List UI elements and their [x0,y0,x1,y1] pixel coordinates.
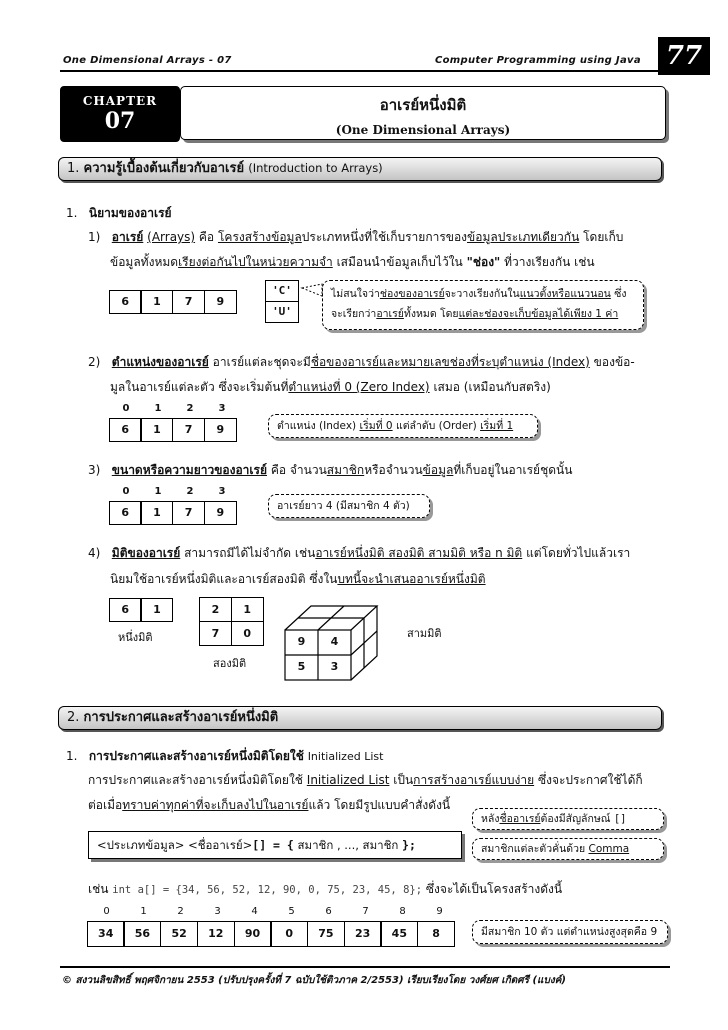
syntax-name: <ชื่ออาเรย์> [188,838,253,852]
index-label: 0 [122,403,130,414]
text: มูลในอาเรย์แต่ละตัว ซึ่งจะเริ่มต้นที่ [110,380,289,394]
text: แต่ลำดับ (Order) [395,420,477,432]
term-array-dimension: มิติของอาเรย์ [111,546,181,560]
index-row [110,403,242,417]
section-2-para-line-1 [88,772,643,788]
text-underlined: ชื่อของอาเรย์และหมายเลขช่องที่ระบุตำแหน่ง (Index) [310,355,590,369]
array-position-example [110,418,237,442]
text-underlined: บทนี้จะนำเสนออาเรย์หนึ่งมิติ [337,572,486,586]
array-cell: 90 [234,921,272,947]
item-1-line-2 [110,254,595,270]
term-arrays: อาเรย์ [111,230,144,244]
text: ที่วางเรียงกัน เช่น [504,255,595,269]
array-cell: 12 [197,921,235,947]
text: ประเภทหนึ่งที่ใช้เก็บรายการของ [301,230,468,244]
text: อาเรย์แต่ละชุดจะมี [212,355,311,369]
text-underlined: เริ่มที่ 0 [359,420,393,432]
text: เป็น [393,773,414,787]
item-4-line-2 [110,571,486,587]
text-underlined: Comma [588,843,630,855]
text-underlined: แต่ละช่องจะเก็บข้อมูลได้เพียง 1 ค่า [458,308,619,320]
array-cell: 8 [417,921,455,947]
text: โดยเก็บ [583,230,624,244]
two-dimensional-array [199,597,264,646]
text: คือ จำนวน [270,463,327,477]
text-underlined: เริ่มที่ 1 [480,420,514,432]
callout-index-order [268,414,538,438]
text: สมาชิกแต่ละตัวคั่นด้วย [481,843,586,855]
array-cell: 5 [297,660,306,673]
text-underlined: เรียงต่อกันไปในหน่วยความจำ [178,255,333,269]
section-1-title-en: (Introduction to Arrays) [248,161,383,175]
array-cell: 6 [109,598,142,622]
item-number: 2) [88,355,101,369]
index-label: 6 [325,906,332,917]
index-label: 2 [186,403,194,414]
one-dimensional-array [110,598,173,622]
text-underlined: อาเรย์ [376,308,404,320]
array-cell: 1 [140,598,173,622]
text: ต่อเมื่อ [88,798,123,812]
subsection-2-1 [66,748,383,765]
term-array-position: ตำแหน่งของอาเรย์ [111,355,209,369]
text: แล้ว โดยมีรูปแบบคำสั่งดังนี้ [308,798,451,812]
text: เสมือนนำข้อมูลเก็บไว้ใน [336,255,463,269]
text-underlined: การสร้างอาเรย์แบบง่าย [413,773,535,787]
chapter-title-thai: อาเรย์หนึ่งมิติ [379,96,467,114]
item-4-line-1 [88,545,630,561]
array-cell: 1 [140,290,173,314]
term-arrays-en: (Arrays) [147,230,196,244]
array-cell: 75 [307,921,345,947]
index-label: 8 [399,906,406,917]
index-label: 7 [362,906,369,917]
array-cell: 45 [380,921,418,947]
array-cell: 56 [123,921,161,947]
text: หรือจำนวน [364,463,423,477]
syntax-brackets: [] = { [252,838,294,852]
subsection-1-1 [66,205,172,221]
section-2-heading [58,706,662,730]
chapter-badge [60,86,180,142]
text: จะวางเรียงกันใน [444,288,520,300]
header-right-title: Computer Programming using Java [435,55,641,66]
index-label: 1 [154,403,162,414]
section-2-para-line-2 [88,797,450,813]
example-line [88,881,562,898]
text: คือ [198,230,215,244]
index-row [110,486,242,500]
subsection-number: 1. [66,749,78,763]
array-cell: 2 [199,597,232,622]
header-left-title: One Dimensional Arrays - 07 [63,55,232,66]
array-cell: 'U' [265,301,299,323]
subsection-number: 1. [66,206,78,220]
array-cell: 4 [330,635,339,648]
index-row-10 [88,906,458,920]
index-label: 4 [251,906,258,917]
section-1-title: ความรู้เบื้องต้นเกี่ยวกับอาเรย์ [83,161,245,176]
subsection-title: การประกาศและสร้างอาเรย์หนึ่งมิติโดยใช้ [88,749,304,763]
text-underlined: สมาชิก [326,463,365,477]
index-label: 9 [436,906,443,917]
syntax-members: สมาชิก , ..., สมาชิก [297,838,399,852]
index-label: 5 [288,906,295,917]
section-2-title: การประกาศและสร้างอาเรย์หนึ่งมิติ [83,710,279,725]
item-number: 1) [88,230,101,244]
text: สามารถมีได้ไม่จำกัด เช่น [184,546,316,560]
item-number: 4) [88,546,101,560]
text: เสมอ (เหมือนกับสตริง) [433,380,551,394]
array-cell: 34 [87,921,125,947]
callout-array-definition [322,280,644,330]
array-cell: 3 [330,660,339,673]
cube-front-face [285,631,351,681]
text-underlined: ทราบค่าทุกค่าที่จะเก็บลงไปในอาเรย์ [122,798,309,812]
two-dimensional-label: สองมิติ [213,657,247,670]
array-cell: 7 [172,501,205,525]
text-underlined: โครงสร้างข้อมูล [217,230,302,244]
item-2-line-1 [88,354,635,370]
callout-pointer [300,282,324,302]
item-2-line-2 [110,379,551,395]
array-cell: 52 [160,921,198,947]
text: การประกาศและสร้างอาเรย์หนึ่งมิติโดยใช้ [88,773,303,787]
index-label: 1 [140,906,147,917]
array-example-horizontal [110,290,237,314]
index-label: 0 [122,486,130,497]
text: ตำแหน่ง (Index) [277,420,357,432]
text: ไม่สนใจว่า [331,288,380,300]
subsection-title-en: Initialized List [307,750,384,763]
index-label: 2 [177,906,184,917]
chapter-title-english: (One Dimensional Arrays) [335,123,511,137]
footer-copyright: © สงวนลิขสิทธิ์ พฤศจิกายน 2553 (ปรับปรุงครั้งที่ 7 ฉบับใช้ติวภาค 2/2553) เรียบเรียงโดย วงศ์ยศ เกิดศรี (แบงค์) [62,975,566,986]
array-cell: 1 [231,597,264,622]
callout-brackets [472,808,664,830]
text: หลัง [481,813,500,825]
text-underlined: ข้อมูลประเภทเดียวกัน [467,230,580,244]
array-cell: 6 [109,290,142,314]
index-label: 3 [214,906,221,917]
array-cell: 9 [204,290,237,314]
chapter-title-box [180,86,666,140]
array-length-example [110,501,237,525]
text: ซึ่งจะได้เป็นโครงสร้างดังนี้ [425,882,563,896]
item-number: 3) [88,463,101,477]
text-underlined: ช่องของอาเรย์ [379,288,445,300]
section-1-heading [58,157,662,181]
array-cell: 6 [109,418,142,442]
section-1-number: 1. [67,161,80,176]
text: ของข้อ- [593,355,635,369]
index-label: 3 [218,403,226,414]
array-cell: 7 [172,290,205,314]
array-cell: 9 [204,418,237,442]
text: ซึ่ง [614,288,627,300]
page-number: 77 [658,37,710,75]
array-example-vertical [265,280,299,323]
text-underlined: ข้อมูล [422,463,454,477]
item-3-line-1 [88,462,572,478]
array-cell: 23 [344,921,382,947]
syntax-end: }; [402,838,416,852]
text-underlined: ตำแหน่งที่ 0 (Zero Index) [288,380,430,394]
text: ที่เก็บอยู่ในอาเรย์ชุดนั้น [453,463,573,477]
index-label: 3 [218,486,226,497]
header-rule [60,70,658,72]
text: ข้อมูลทั้งหมด [110,255,179,269]
text: แต่โดยทั่วไปแล้วเรา [526,546,631,560]
subsection-title: นิยามของอาเรย์ [88,206,172,220]
text-mono: [] [613,813,627,825]
index-label: 1 [154,486,162,497]
text: ต้องมีสัญลักษณ์ [540,813,611,825]
text: จะเรียกว่า [331,308,377,320]
index-label: 2 [186,486,194,497]
array-cell: 1 [140,418,173,442]
one-dimensional-label: หนึ่งมิติ [118,631,153,644]
item-1-line-1 [88,229,623,245]
callout-array-length: อาเรย์ยาว 4 (มีสมาชิก 4 ตัว) [268,494,430,518]
text-underlined: แนวตั้งหรือแนวนอน [519,288,611,300]
array-cell: 9 [297,635,306,648]
array-cell: 'C' [265,280,299,302]
text-underlined: ชื่ออาเรย์ [499,813,541,825]
array-cell: 9 [204,501,237,525]
text-underlined: Initialized List [306,773,390,787]
array-cell: 7 [172,418,205,442]
example-code: int a[] = {34, 56, 52, 12, 90, 0, 75, 23, 45, 8}; [112,884,423,896]
chapter-label: CHAPTER [82,94,158,108]
three-dimensional-label: สามมิติ [407,627,442,640]
callout-max-index: มีสมาชิก 10 ตัว แต่ตำแหน่งสูงสุดคือ 9 [472,920,668,944]
array-cell: 6 [109,501,142,525]
text: ซึ่งจะประกาศใช้ได้ก็ [537,773,643,787]
index-label: 0 [103,906,110,917]
term-array-length: ขนาดหรือความยาวของอาเรย์ [111,463,267,477]
callout-comma [472,838,664,860]
text-bold: "ช่อง" [466,255,501,269]
text: ทั้งหมด โดย [403,308,459,320]
text: นิยมใช้อาเรย์หนึ่งมิติและอาเรย์สองมิติ ซึ่งใน [110,572,338,586]
syntax-box [88,831,462,859]
array-result-10 [88,921,455,947]
chapter-number: 07 [104,108,136,134]
text-underlined: อาเรย์หนึ่งมิติ สองมิติ สามมิติ หรือ n มิติ [315,546,523,560]
syntax-type: <ประเภทข้อมูล> [97,838,185,852]
text: เช่น [88,882,109,896]
array-cell: 0 [270,921,308,947]
footer-rule [60,966,670,968]
array-cell: 1 [140,501,173,525]
array-cell: 7 [199,621,232,646]
section-2-number: 2. [67,710,80,725]
array-cell: 0 [231,621,264,646]
